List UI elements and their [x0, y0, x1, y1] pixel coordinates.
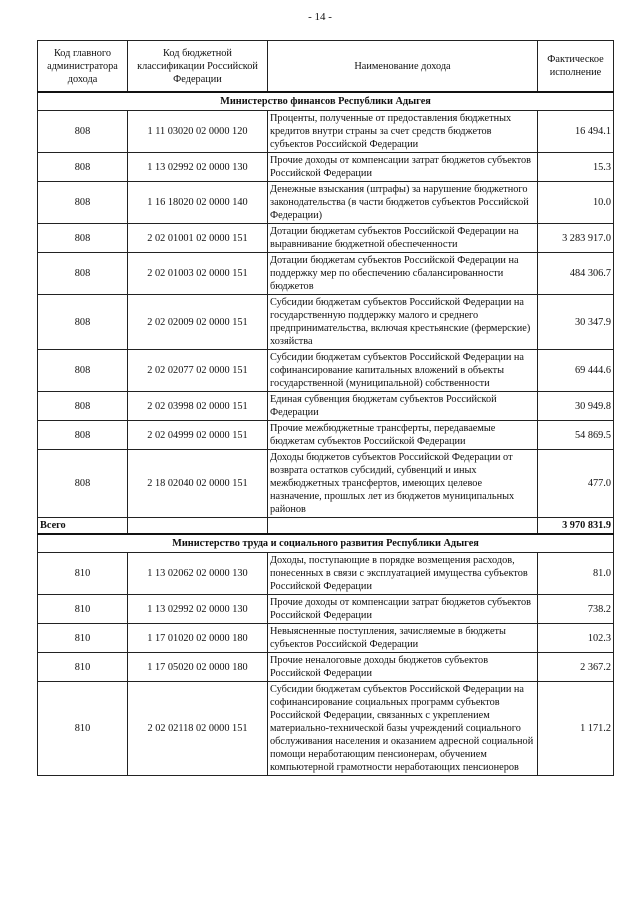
table-row — [38, 111, 614, 153]
budget-code-cell: 1 13 02062 02 0000 130 — [128, 553, 268, 595]
budget-code-cell: 1 11 03020 02 0000 120 — [128, 111, 268, 153]
admin-code-cell: 810 — [38, 553, 128, 595]
admin-code-cell: 808 — [38, 450, 128, 518]
revenue-name-cell: Прочие доходы от компенсации затрат бюджетов субъектов Российской Федерации — [268, 153, 538, 182]
admin-code-cell: 810 — [38, 682, 128, 776]
table-row — [38, 553, 614, 595]
section-header-row — [38, 534, 614, 553]
header-admin-code: Код главного администратора дохода — [38, 41, 128, 93]
revenue-name-cell: Единая субвенция бюджетам субъектов Российской Федерации — [268, 392, 538, 421]
budget-code-cell: 2 02 01003 02 0000 151 — [128, 253, 268, 295]
admin-code-cell: 810 — [38, 653, 128, 682]
table-row — [38, 653, 614, 682]
revenue-name-cell: Денежные взыскания (штрафы) за нарушение бюджетного законодательства (в части бюджетов субъектов Российской Федерации) — [268, 182, 538, 224]
revenue-name-cell: Субсидии бюджетам субъектов Российской Федерации на софинансирование капитальных вложений в объекты государственной (муниципальной) собственности — [268, 350, 538, 392]
budget-code-cell: 2 02 02009 02 0000 151 — [128, 295, 268, 350]
budget-code-cell: 1 16 18020 02 0000 140 — [128, 182, 268, 224]
table-row — [38, 182, 614, 224]
amount-cell: 3 283 917.0 — [538, 224, 614, 253]
revenue-name-cell: Субсидии бюджетам субъектов Российской Федерации на софинансирование социальных программ субъектов Российской Федерации, связанных с укреплением материально-технической базы учреждений социального обслуживания населения и оказанием адресной социальной помощи неработающим пенсионерам, обучением компьютерной грамотности неработающих пенсионеров — [268, 682, 538, 776]
table-row — [38, 682, 614, 776]
admin-code-cell: 810 — [38, 624, 128, 653]
budget-code-cell: 2 02 01001 02 0000 151 — [128, 224, 268, 253]
table-body — [38, 92, 614, 776]
admin-code-cell: 808 — [38, 295, 128, 350]
table-row — [38, 624, 614, 653]
amount-cell: 81.0 — [538, 553, 614, 595]
revenue-name-cell: Доходы бюджетов субъектов Российской Федерации от возврата остатков субсидий, субвенций и иных межбюджетных трансфертов, имеющих целевое назначение, прошлых лет из бюджетов муниципальных районов — [268, 450, 538, 518]
amount-cell: 2 367.2 — [538, 653, 614, 682]
header-revenue-name: Наименование дохода — [268, 41, 538, 93]
section-title: Министерство труда и социального развития Республики Адыгея — [38, 534, 614, 553]
table-row — [38, 153, 614, 182]
amount-cell: 738.2 — [538, 595, 614, 624]
table-header-row — [38, 41, 614, 93]
revenue-name-cell: Прочие доходы от компенсации затрат бюджетов субъектов Российской Федерации — [268, 595, 538, 624]
amount-cell: 69 444.6 — [538, 350, 614, 392]
revenue-name-cell: Прочие неналоговые доходы бюджетов субъектов Российской Федерации — [268, 653, 538, 682]
total-row — [38, 518, 614, 535]
budget-code-cell: 2 02 03998 02 0000 151 — [128, 392, 268, 421]
revenue-name-cell: Невыясненные поступления, зачисляемые в бюджеты субъектов Российской Федерации — [268, 624, 538, 653]
header-budget-code: Код бюджетной классификации Российской Федерации — [128, 41, 268, 93]
revenue-name-cell: Прочие межбюджетные трансферты, передаваемые бюджетам субъектов Российской Федерации — [268, 421, 538, 450]
revenue-name-cell: Проценты, полученные от предоставления бюджетных кредитов внутри страны за счет средств бюджетов субъектов Российской Федерации — [268, 111, 538, 153]
budget-code-cell: 1 17 01020 02 0000 180 — [128, 624, 268, 653]
budget-code-cell: 2 02 02077 02 0000 151 — [128, 350, 268, 392]
budget-code-cell: 2 02 02118 02 0000 151 — [128, 682, 268, 776]
amount-cell: 10.0 — [538, 182, 614, 224]
amount-cell: 477.0 — [538, 450, 614, 518]
admin-code-cell: 808 — [38, 253, 128, 295]
total-empty-cell — [128, 518, 268, 535]
revenue-name-cell: Дотации бюджетам субъектов Российской Федерации на выравнивание бюджетной обеспеченности — [268, 224, 538, 253]
admin-code-cell: 808 — [38, 421, 128, 450]
total-amount: 3 970 831.9 — [538, 518, 614, 535]
amount-cell: 54 869.5 — [538, 421, 614, 450]
revenue-name-cell: Доходы, поступающие в порядке возмещения расходов, понесенных в связи с эксплуатацией имущества субъектов Российской Федерации — [268, 553, 538, 595]
amount-cell: 15.3 — [538, 153, 614, 182]
admin-code-cell: 808 — [38, 392, 128, 421]
budget-code-cell: 1 13 02992 02 0000 130 — [128, 153, 268, 182]
table-row — [38, 421, 614, 450]
total-label: Всего — [38, 518, 128, 535]
admin-code-cell: 808 — [38, 111, 128, 153]
admin-code-cell: 808 — [38, 182, 128, 224]
budget-code-cell: 2 02 04999 02 0000 151 — [128, 421, 268, 450]
revenue-name-cell: Дотации бюджетам субъектов Российской Федерации на поддержку мер по обеспечению сбалансированности бюджетов — [268, 253, 538, 295]
table-row — [38, 595, 614, 624]
section-title: Министерство финансов Республики Адыгея — [38, 92, 614, 111]
admin-code-cell: 810 — [38, 595, 128, 624]
budget-code-cell: 1 13 02992 02 0000 130 — [128, 595, 268, 624]
amount-cell: 1 171.2 — [538, 682, 614, 776]
header-actual-amount: Фактическое исполнение — [538, 41, 614, 93]
amount-cell: 102.3 — [538, 624, 614, 653]
table-row — [38, 295, 614, 350]
total-empty-cell — [268, 518, 538, 535]
table-row — [38, 253, 614, 295]
table-row — [38, 224, 614, 253]
budget-code-cell: 2 18 02040 02 0000 151 — [128, 450, 268, 518]
section-header-row — [38, 92, 614, 111]
page-number: - 14 - — [308, 11, 332, 23]
admin-code-cell: 808 — [38, 350, 128, 392]
amount-cell: 30 347.9 — [538, 295, 614, 350]
table-row — [38, 450, 614, 518]
amount-cell: 484 306.7 — [538, 253, 614, 295]
admin-code-cell: 808 — [38, 153, 128, 182]
budget-code-cell: 1 17 05020 02 0000 180 — [128, 653, 268, 682]
table-row — [38, 350, 614, 392]
revenue-name-cell: Субсидии бюджетам субъектов Российской Федерации на государственную поддержку малого и среднего предпринимательства, включая крестьянские (фермерские) хозяйства — [268, 295, 538, 350]
amount-cell: 30 949.8 — [538, 392, 614, 421]
admin-code-cell: 808 — [38, 224, 128, 253]
table-row — [38, 392, 614, 421]
amount-cell: 16 494.1 — [538, 111, 614, 153]
revenue-table — [37, 40, 614, 776]
